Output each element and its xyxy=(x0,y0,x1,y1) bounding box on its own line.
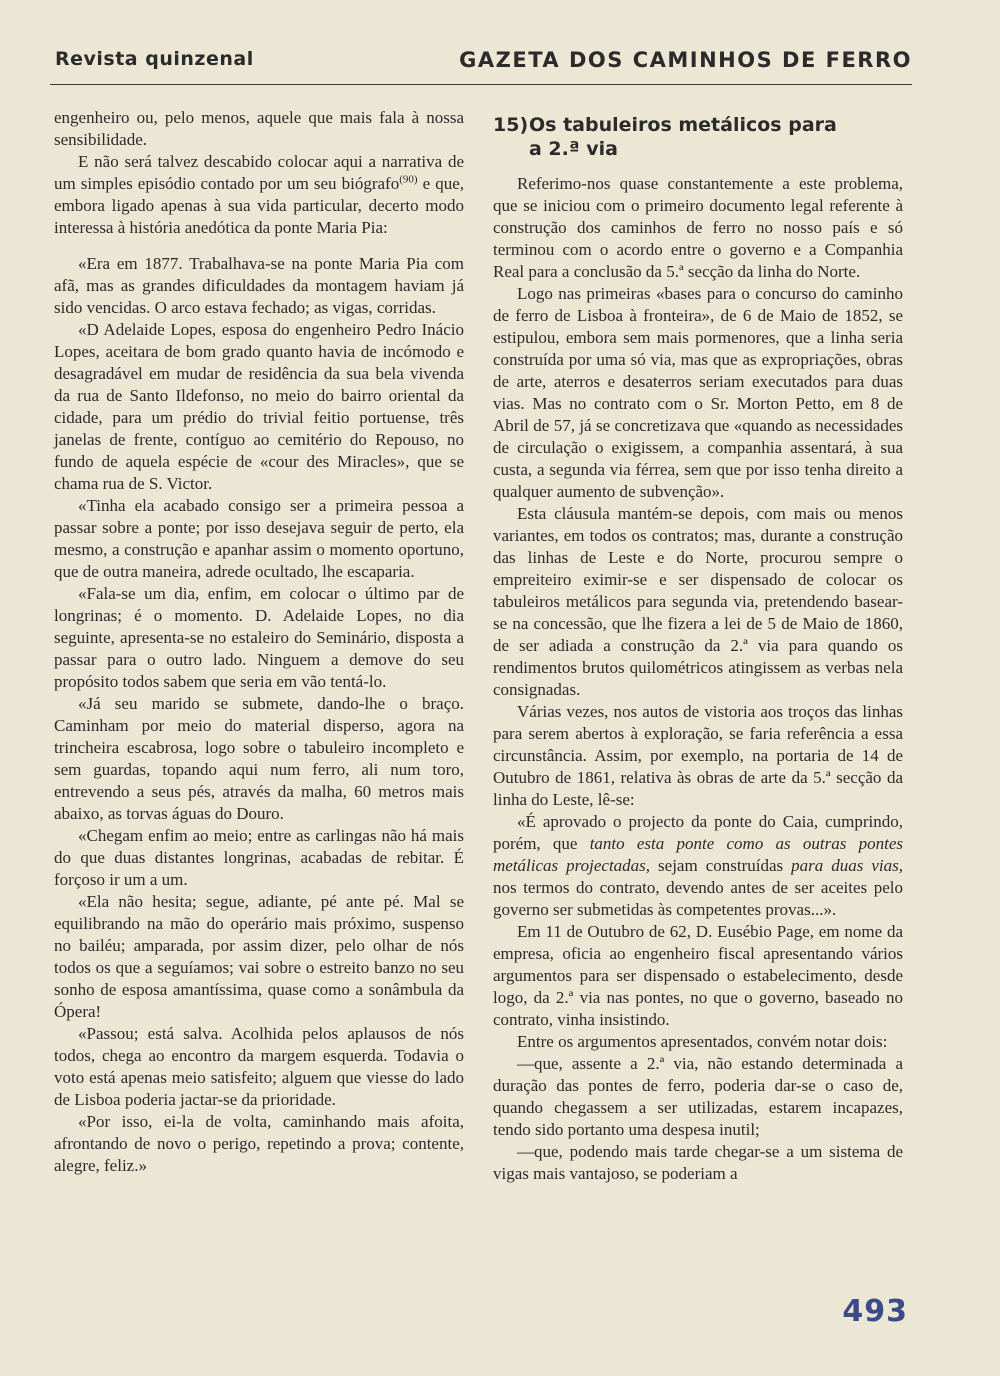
quote-text: nos termos do contrato, devendo antes de ser aceites pelo governo ser submetidas às competentes provas...». xyxy=(493,878,903,919)
left-column xyxy=(54,107,464,1177)
paragraph: Em 11 de Outubro de 62, D. Eusébio Page, em nome da empresa, oficia ao engenheiro fiscal apresentando vários argumentos para ser dispensado o estabelecimento, desde logo, da 2.ª via nas pontes, no que o governo, baseado no contrato, vinha insistindo. xyxy=(493,922,903,1029)
running-header-left: Revista quinzenal xyxy=(55,48,254,70)
quote-paragraph: «Chegam enfim ao meio; entre as carlingas não há mais do que duas distantes longrinas, acabadas de rebitar. É forçoso ir um a um. xyxy=(54,826,464,889)
quote-paragraph: «Era em 1877. Trabalhava-se na ponte Maria Pia com afã, mas as grandes dificuldades da montagem haviam já sido vencidas. O arco estava fechado; as vigas, corridas. xyxy=(54,254,464,317)
section-number: 15) xyxy=(493,114,529,136)
quote-text: sejam construídas xyxy=(650,856,792,875)
paragraph: Referimo-nos quase constantemente a este problema, que se iniciou com o primeiro documento legal referente à construção dos caminhos de ferro no nosso país e só terminou com o acordo entre o governo e a Companhia Real para a conclusão da 5.ª secção da linha do Norte. xyxy=(493,174,903,281)
quote-text: «É aprovado o projecto da ponte do Caia, cumprindo, porém, que xyxy=(493,812,903,853)
paragraph: Entre os argumentos apresentados, convém notar dois: xyxy=(517,1032,888,1051)
quote-paragraph: «Tinha ela acabado consigo ser a primeira pessoa a passar sobre a ponte; por isso desejava seguir de perto, ela mesmo, a construção e apanhar assim o momento oportuno, que de outra maneira, adrede ocultado, lhe escaparia. xyxy=(54,496,464,581)
section-title-line: a 2.ª via xyxy=(529,138,618,160)
quote-paragraph xyxy=(493,811,903,921)
paragraph: Várias vezes, nos autos de vistoria aos troços das linhas para serem abertos à exploração, se faria referência a essa circunstância. Assim, por exemplo, na portaria de 14 de Outubro de 1861, relativa às obras de arte da 5.ª secção da linha do Leste, lê-se: xyxy=(493,702,903,809)
quote-italic: tanto esta ponte como as outras pontes metálicas projectadas, xyxy=(493,834,903,875)
quote-paragraph: «D Adelaide Lopes, esposa do engenheiro Pedro Inácio Lopes, aceitara de bom grado quanto havia de incómodo e desagradável em mudar de residência da sua bela vivenda da rua de Santo Ildefonso, no meio do bairro oriental da cidade, para um prédio do trivial feitio portuense, três janelas de frente, contíguo ao cemitério do Repouso, no fundo de aquela espécie de «cour des Miracles», que se chama rua de S. Victor. xyxy=(54,320,464,493)
quote-paragraph: «Já seu marido se submete, dando-lhe o braço. Caminham por meio do material disperso, agora na trincheira escabrosa, logo sobre o tabuleiro incompleto e sem guardas, topando aqui num ferro, ali num toro, entrevendo a seus pés, através da malha, 60 metros mais abaixo, as torvas águas do Douro. xyxy=(54,694,464,823)
quote-paragraph: «Passou; está salva. Acolhida pelos aplausos de nós todos, chega ao encontro da margem esquerda. Todavia o voto está apenas meio satisfeito; alguem que viesse do lado de Lisboa poderia jactar-se da prioridade. xyxy=(54,1024,464,1109)
running-header-right: GAZETA DOS CAMINHOS DE FERRO xyxy=(459,48,912,72)
section-title xyxy=(493,113,903,161)
footnote-ref: (90) xyxy=(399,173,418,186)
quote-paragraph: «Por isso, ei-la de volta, caminhando mais afoita, afrontando de novo o perigo, repetindo a prova; contente, alegre, feliz.» xyxy=(54,1112,464,1175)
right-column xyxy=(493,113,903,1185)
header-rule xyxy=(50,84,912,85)
quote-paragraph: «Fala-se um dia, enfim, em colocar o último par de longrinas; é o momento. D. Adelaide Lopes, no dia seguinte, apresenta-se no estaleiro do Seminário, disposta a passar para o outro lado. Ninguem a demove do seu propósito todos sabem que seria em vão tentá-lo. xyxy=(54,584,464,691)
paragraph: —que, assente a 2.ª via, não estando determinada a duração das pontes de ferro, poderia dar-se o caso de, quando chegassem a ser utilizadas, estarem incapazes, tendo sido portanto uma despesa inutil; xyxy=(493,1054,903,1139)
paragraph: Esta cláusula mantém-se depois, com mais ou menos variantes, em todos os contratos; mas, durante a construção das linhas de Leste e do Norte, procurou sempre o empreiteiro eximir-se e ser dispensado de colocar os tabuleiros metálicos para segunda via, pretendendo basear-se na concessão, que lhe fizera a lei de 5 de Maio de 1860, de ser adiada a construção da 2.ª via para quando os rendimentos brutos quilométricos atingissem as verbas nela consignadas. xyxy=(493,504,903,699)
quote-paragraph: «Ela não hesita; segue, adiante, pé ante pé. Mal se equilibrando na mão do operário mais próximo, suspenso no bailéu; amparada, por assim dizer, pelo olhar de nós todos os que a seguíamos; vai sobre o estreito banzo no seu sonho de esposa amantíssima, quase como a sonâmbula da Ópera! xyxy=(54,892,464,1021)
paragraph-text: e que, embora ligado apenas à sua vida particular, decerto modo interessa à história anedótica da ponte Maria Pia: xyxy=(54,174,465,237)
paragraph xyxy=(54,151,464,239)
paragraph: Logo nas primeiras «bases para o concurso do caminho de ferro de Lisboa à fronteira», de 6 de Maio de 1852, se estipulou, embora sem mais pormenores, que a linha seria construída por uma só via, mas que as expropriações, obras de arte, aterros e desaterros seriam executados para duas vias. Mas no contrato com o Sr. Morton Petto, em 8 de Abril de 57, já se concretizava que «quando as necessidades de circulação o exigissem, a companhia assentará, à sua custa, a segunda via férrea, sem que por isso tenha direito a qualquer aumento de subvenção». xyxy=(493,284,903,501)
page-number: 493 xyxy=(842,1294,908,1329)
paragraph-text: E não será talvez descabido colocar aqui a narrativa de um simples episódio contado por um seu biógrafo xyxy=(54,152,464,193)
paragraph: engenheiro ou, pelo menos, aquele que mais fala à nossa sensibilidade. xyxy=(54,108,464,149)
section-title-line: Os tabuleiros metálicos para xyxy=(529,114,837,136)
quote-italic: para duas vias, xyxy=(791,856,903,875)
paragraph: —que, podendo mais tarde chegar-se a um sistema de vigas mais vantajoso, se poderiam a xyxy=(493,1142,903,1183)
